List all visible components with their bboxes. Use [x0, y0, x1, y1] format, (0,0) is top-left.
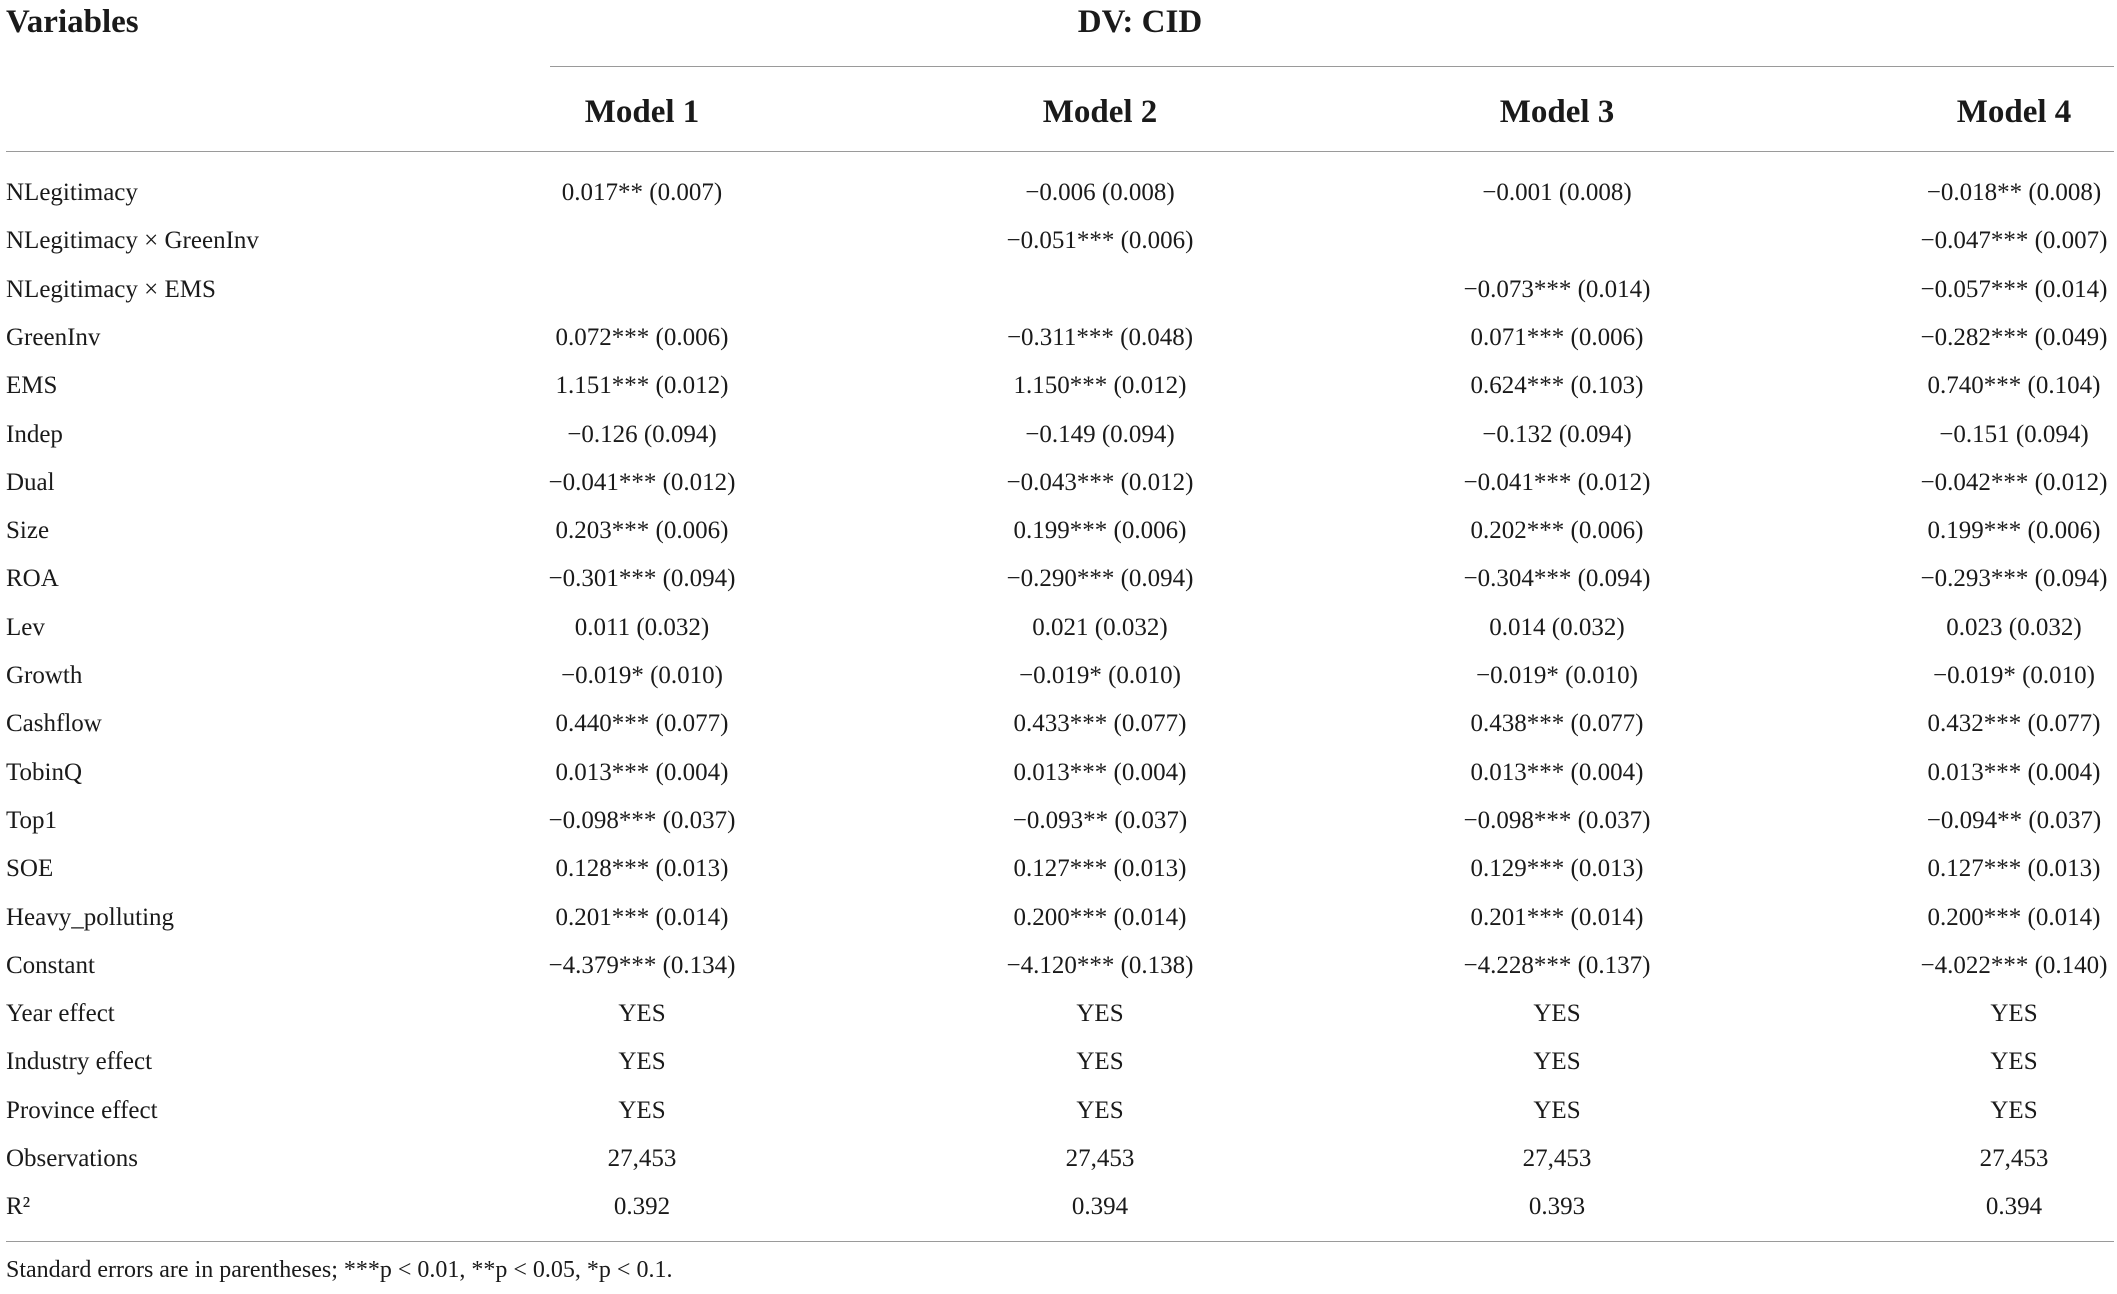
table-row: [0, 942, 2117, 990]
variable-label: ROA: [6, 565, 59, 593]
model-3-value: −0.041*** (0.012): [1463, 468, 1651, 496]
model-1-value: −0.126 (0.094): [567, 420, 717, 448]
model-3-value: −0.132 (0.094): [1482, 420, 1632, 448]
model-2-value: 0.433*** (0.077): [1013, 710, 1187, 738]
variable-label: NLegitimacy × EMS: [6, 275, 216, 303]
model-1-value: 0.203*** (0.006): [555, 517, 729, 545]
variable-label: Lev: [6, 613, 45, 641]
model-4-value: 0.432*** (0.077): [1927, 710, 2101, 738]
model-3-value: 0.129*** (0.013): [1470, 855, 1644, 883]
model-3-value: −0.001 (0.008): [1482, 179, 1632, 206]
variable-label: Dual: [6, 468, 55, 496]
table-row: [0, 894, 2117, 942]
model-2-value: −0.043*** (0.012): [1006, 468, 1194, 496]
model-3-value: 0.014 (0.032): [1489, 613, 1625, 641]
model-3-value: −0.304*** (0.094): [1463, 565, 1651, 593]
model-2-value: 1.150*** (0.012): [1013, 372, 1187, 400]
model-1-value: YES: [618, 1000, 666, 1028]
model-3-value: 0.393: [1528, 1193, 1586, 1221]
model-4-value: −0.042*** (0.012): [1920, 468, 2108, 496]
model-3-value: −0.098*** (0.037): [1463, 806, 1651, 834]
model-4-value: 0.199*** (0.006): [1927, 517, 2101, 545]
model-2-value: 0.013*** (0.004): [1013, 758, 1187, 786]
variable-label: Growth: [6, 662, 83, 689]
table-row: [0, 459, 2117, 507]
model-3-value: −0.019* (0.010): [1476, 662, 1638, 689]
variable-label: Cashflow: [6, 710, 102, 738]
model-3-value: 0.071*** (0.006): [1470, 323, 1644, 351]
model-3-value: 0.201*** (0.014): [1470, 903, 1644, 931]
variable-label: TobinQ: [6, 758, 83, 786]
model-3-value: YES: [1533, 1000, 1581, 1028]
model-1-value: −0.301*** (0.094): [548, 565, 736, 593]
model-1-value: 27,453: [607, 1145, 677, 1172]
model-4-value: YES: [1990, 1000, 2038, 1028]
model-2-value: YES: [1076, 1048, 1124, 1076]
model-1-value: 0.011 (0.032): [574, 613, 710, 641]
model-4-value: 27,453: [1979, 1145, 2049, 1172]
model-3-value: 0.202*** (0.006): [1470, 517, 1644, 545]
table-row: [0, 555, 2117, 603]
model-3-value: YES: [1533, 1096, 1581, 1124]
model-4-header: Model 4: [1956, 94, 2072, 130]
model-2-value: 0.021 (0.032): [1032, 613, 1168, 641]
model-1-value: YES: [618, 1048, 666, 1076]
table-row: [0, 1183, 2117, 1231]
model-2-value: 0.199*** (0.006): [1013, 517, 1187, 545]
variable-label: SOE: [6, 855, 54, 883]
column-header-divider: [6, 151, 2114, 152]
table-row: [0, 604, 2117, 652]
model-2-value: 0.394: [1071, 1193, 1129, 1221]
model-2-value: 0.127*** (0.013): [1013, 855, 1187, 883]
model-1-value: 0.392: [613, 1193, 671, 1221]
model-1-value: YES: [618, 1096, 666, 1124]
model-4-value: −4.022*** (0.140): [1920, 951, 2108, 979]
model-4-value: −0.057*** (0.014): [1920, 275, 2108, 303]
variable-label: Indep: [6, 420, 63, 448]
model-2-value: YES: [1076, 1000, 1124, 1028]
variable-label: Observations: [6, 1145, 138, 1172]
variable-label: Size: [6, 517, 50, 545]
model-1-value: 0.013*** (0.004): [555, 758, 729, 786]
dependent-variable-header: DV: CID: [1077, 4, 1203, 40]
variable-label: R²: [6, 1193, 31, 1221]
table-row: [0, 1038, 2117, 1086]
table-row: [0, 652, 2117, 700]
model-4-value: −0.282*** (0.049): [1920, 323, 2108, 351]
variable-label: Province effect: [6, 1096, 158, 1124]
model-3-value: 27,453: [1522, 1145, 1592, 1172]
model-1-value: 0.128*** (0.013): [555, 855, 729, 883]
table-row: [0, 797, 2117, 845]
table-row: [0, 749, 2117, 797]
model-4-value: −0.293*** (0.094): [1920, 565, 2108, 593]
variable-label: EMS: [6, 372, 58, 400]
table-footnote: Standard errors are in parentheses; ***p < 0.01, **p < 0.05, *p < 0.1.: [6, 1257, 673, 1283]
model-1-value: 0.072*** (0.006): [555, 323, 729, 351]
table-row: [0, 700, 2117, 748]
model-2-value: 27,453: [1065, 1145, 1135, 1172]
model-4-value: −0.018** (0.008): [1926, 179, 2102, 206]
model-2-value: −0.006 (0.008): [1025, 179, 1175, 206]
model-4-value: 0.127*** (0.013): [1927, 855, 2101, 883]
model-3-value: YES: [1533, 1048, 1581, 1076]
model-3-value: −4.228*** (0.137): [1463, 951, 1651, 979]
model-1-value: 1.151*** (0.012): [555, 372, 729, 400]
model-2-value: YES: [1076, 1096, 1124, 1124]
model-4-value: −0.094** (0.037): [1926, 806, 2102, 834]
model-1-value: −0.041*** (0.012): [548, 468, 736, 496]
table-row: [0, 314, 2117, 362]
model-4-value: −0.019* (0.010): [1933, 662, 2095, 689]
model-4-value: −0.047*** (0.007): [1920, 227, 2108, 255]
model-1-value: 0.440*** (0.077): [555, 710, 729, 738]
model-4-value: −0.151 (0.094): [1939, 420, 2089, 448]
model-4-value: 0.740*** (0.104): [1927, 372, 2101, 400]
model-2-value: 0.200*** (0.014): [1013, 903, 1187, 931]
model-1-value: −4.379*** (0.134): [548, 951, 736, 979]
model-4-value: YES: [1990, 1096, 2038, 1124]
table-row: [0, 507, 2117, 555]
variable-label: NLegitimacy: [6, 179, 138, 206]
model-4-value: 0.200*** (0.014): [1927, 903, 2101, 931]
variable-label: NLegitimacy × GreenInv: [6, 227, 259, 255]
model-4-value: YES: [1990, 1048, 2038, 1076]
model-1-value: 0.017** (0.007): [561, 179, 723, 206]
model-2-value: −0.093** (0.037): [1012, 806, 1188, 834]
variable-label: GreenInv: [6, 323, 101, 351]
variable-label: Heavy_polluting: [6, 903, 175, 931]
model-3-value: 0.438*** (0.077): [1470, 710, 1644, 738]
table-bottom-divider: [6, 1241, 2114, 1242]
model-1-value: 0.201*** (0.014): [555, 903, 729, 931]
table-row: [0, 217, 2117, 265]
model-3-value: 0.013*** (0.004): [1470, 758, 1644, 786]
header-divider: [550, 66, 2114, 67]
variables-header: Variables: [6, 4, 139, 40]
model-2-value: −0.311*** (0.048): [1006, 323, 1194, 351]
table-row: [0, 411, 2117, 459]
model-3-value: 0.624*** (0.103): [1470, 372, 1644, 400]
table-row: [0, 362, 2117, 410]
model-1-value: −0.098*** (0.037): [548, 806, 736, 834]
model-2-value: −0.149 (0.094): [1025, 420, 1175, 448]
variable-label: Year effect: [6, 1000, 115, 1028]
model-2-value: −0.019* (0.010): [1019, 662, 1181, 689]
model-1-header: Model 1: [584, 94, 700, 130]
variable-label: Constant: [6, 951, 95, 979]
model-1-value: −0.019* (0.010): [561, 662, 723, 689]
table-row: [0, 1135, 2117, 1183]
model-2-value: −0.051*** (0.006): [1006, 227, 1194, 255]
table-row: [0, 266, 2117, 314]
model-4-value: 0.394: [1985, 1193, 2043, 1221]
variable-label: Industry effect: [6, 1048, 153, 1076]
model-3-value: −0.073*** (0.014): [1463, 275, 1651, 303]
model-4-value: 0.023 (0.032): [1946, 613, 2082, 641]
table-row: [0, 169, 2117, 217]
model-2-header: Model 2: [1042, 94, 1158, 130]
model-4-value: 0.013*** (0.004): [1927, 758, 2101, 786]
model-2-value: −4.120*** (0.138): [1006, 951, 1194, 979]
table-row: [0, 1087, 2117, 1135]
table-row: [0, 845, 2117, 893]
model-3-header: Model 3: [1499, 94, 1615, 130]
model-2-value: −0.290*** (0.094): [1006, 565, 1194, 593]
table-row: [0, 990, 2117, 1038]
variable-label: Top1: [6, 806, 58, 834]
